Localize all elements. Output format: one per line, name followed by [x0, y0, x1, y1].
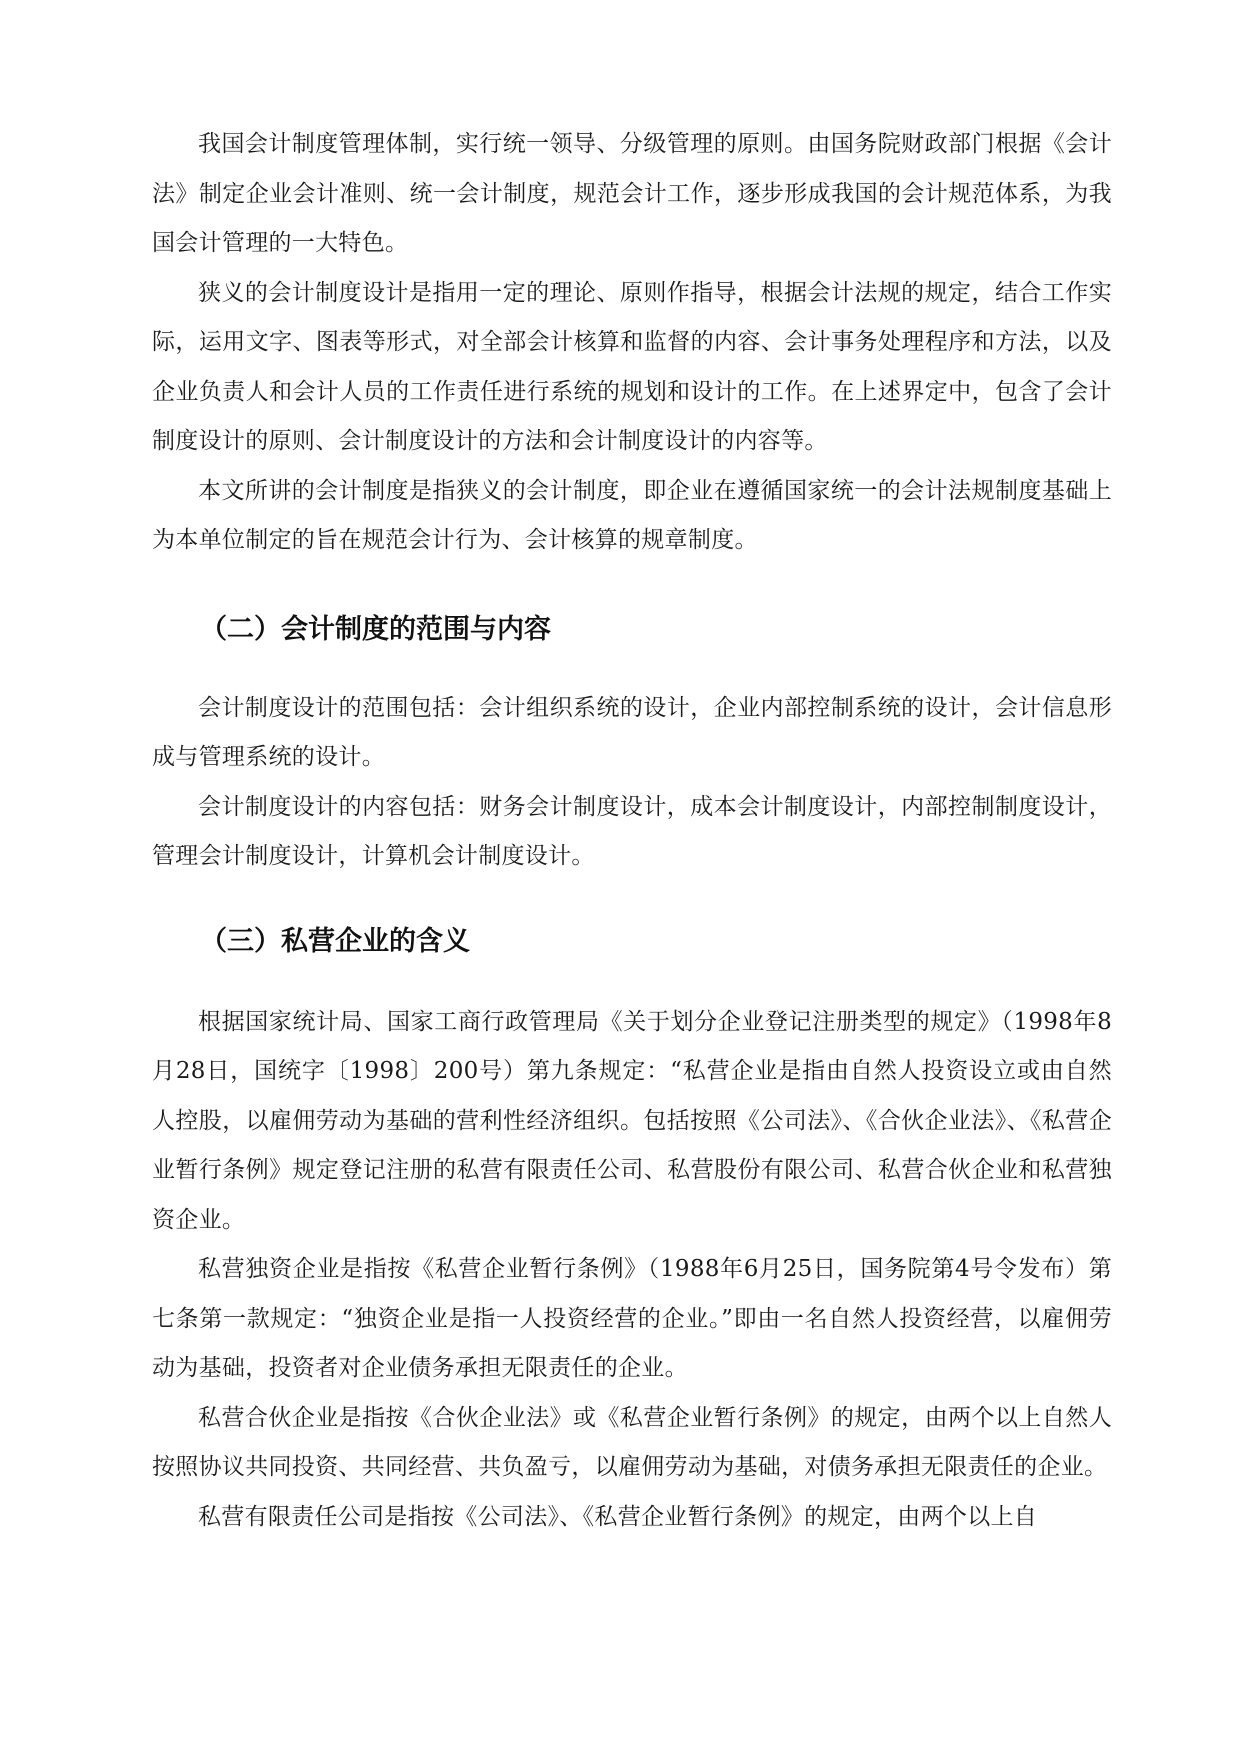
paragraph-limited-liability: 私营有限责任公司是指按《公司法》、《私营企业暂行条例》的规定，由两个以上自 — [198, 1503, 1038, 1530]
paragraph-sole-proprietorship: 私营独资企业是指按《私营企业暂行条例》（1988年6月25日，国务院第4号令发布）第七条第一款规定：“独资企业是指一人投资经营的企业。”即由一名自然人投资经营，以雇佣劳动为基础，投资者对企业债务承担无限责任的企业。 — [152, 1256, 1112, 1381]
paragraph-design-content: 会计制度设计的内容包括：财务会计制度设计，成本会计制度设计，内部控制制度设计，管理会计制度设计，计算机会计制度设计。 — [152, 793, 1112, 869]
page-body — [152, 120, 1112, 1542]
spacer — [152, 566, 1112, 610]
spacer — [152, 650, 1112, 684]
paragraph-private-enterprise-definition: 根据国家统计局、国家工商行政管理局《关于划分企业登记注册类型的规定》（1998年8月28日，国统字〔1998〕200号）第九条规定：“私营企业是指由自然人投资设立或由自然人控股，以雇佣劳动为基础的营利性经济组织。包括按照《公司法》、《合伙企业法》、《私营企业暂行条例》规定登记注册的私营有限责任公司、私营股份有限公司、私营合伙企业和私营独资企业。 — [152, 1008, 1112, 1233]
section-heading-scope-content: （二）会计制度的范围与内容 — [200, 613, 551, 645]
paragraph-narrow-definition: 狭义的会计制度设计是指用一定的理论、原则作指导，根据会计法规的规定，结合工作实际，运用文字、图表等形式，对全部会计核算和监督的内容、会计事务处理程序和方法，以及企业负责人和会计人员的工作责任进行系统的规划和设计的工作。在上述界定中，包含了会计制度设计的原则、会计制度设计的方法和会计制度设计的内容等。 — [152, 279, 1112, 454]
paragraph-management-system: 我国会计制度管理体制，实行统一领导、分级管理的原则。由国务院财政部门根据《会计法》制定企业会计准则、统一会计制度，规范会计工作，逐步形成我国的会计规范体系，为我国会计管理的一大特色。 — [152, 131, 1112, 256]
paragraph-article-scope: 本文所讲的会计制度是指狭义的会计制度，即企业在遵循国家统一的会计法规制度基础上为本单位制定的旨在规范会计行为、会计核算的规章制度。 — [152, 477, 1112, 553]
spacer — [152, 962, 1112, 998]
paragraph-design-scope: 会计制度设计的范围包括：会计组织系统的设计，企业内部控制系统的设计，会计信息形成与管理系统的设计。 — [152, 694, 1112, 770]
paragraph-partnership: 私营合伙企业是指按《合伙企业法》或《私营企业暂行条例》的规定，由两个以上自然人按照协议共同投资、共同经营、共负盈亏，以雇佣劳动为基础，对债务承担无限责任的企业。 — [152, 1404, 1112, 1480]
spacer — [152, 882, 1112, 922]
section-heading-private-enterprise: （三）私营企业的含义 — [200, 925, 470, 957]
